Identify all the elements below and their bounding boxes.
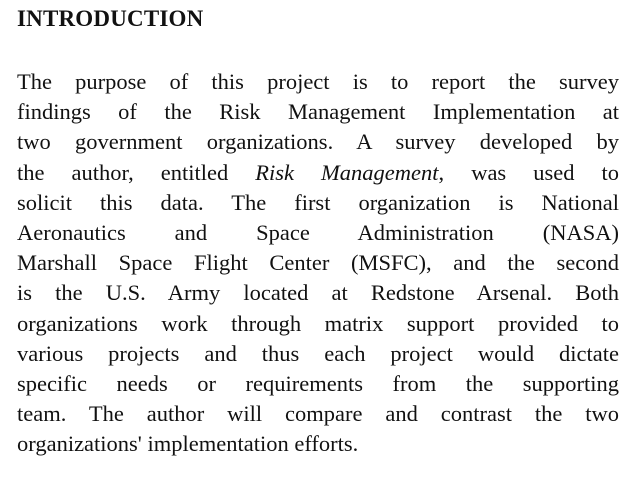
line-text: , was used to	[438, 159, 619, 185]
paragraph-line: is the U.S. Army located at Redstone Arsenal. Both	[17, 280, 619, 306]
italic-title: Risk Management	[255, 159, 439, 185]
paragraph-line: Aeronautics and Space Administration (NASA)	[17, 219, 619, 245]
paragraph-line: organizations work through matrix support provided to	[17, 310, 619, 336]
paragraph-line: The purpose of this project is to report the survey	[17, 69, 619, 94]
paragraph-line: various projects and thus each project would dictate	[17, 340, 619, 366]
section-heading: INTRODUCTION	[17, 6, 204, 31]
line-text: the author, entitled	[17, 159, 256, 185]
paragraph-line: Marshall Space Flight Center (MSFC), and the second	[17, 250, 619, 276]
paragraph-line: two government organizations. A survey developed by	[17, 129, 619, 155]
paragraph-line: organizations' implementation efforts.	[17, 431, 359, 457]
paragraph-line	[17, 158, 619, 188]
paragraph-line: team. The author will compare and contrast the two	[17, 401, 619, 427]
paragraph-line: findings of the Risk Management Implementation at	[17, 99, 619, 125]
introduction-paragraph	[17, 67, 619, 459]
paragraph-line: solicit this data. The first organization is National	[17, 189, 619, 215]
paragraph-line: specific needs or requirements from the supporting	[17, 370, 619, 396]
